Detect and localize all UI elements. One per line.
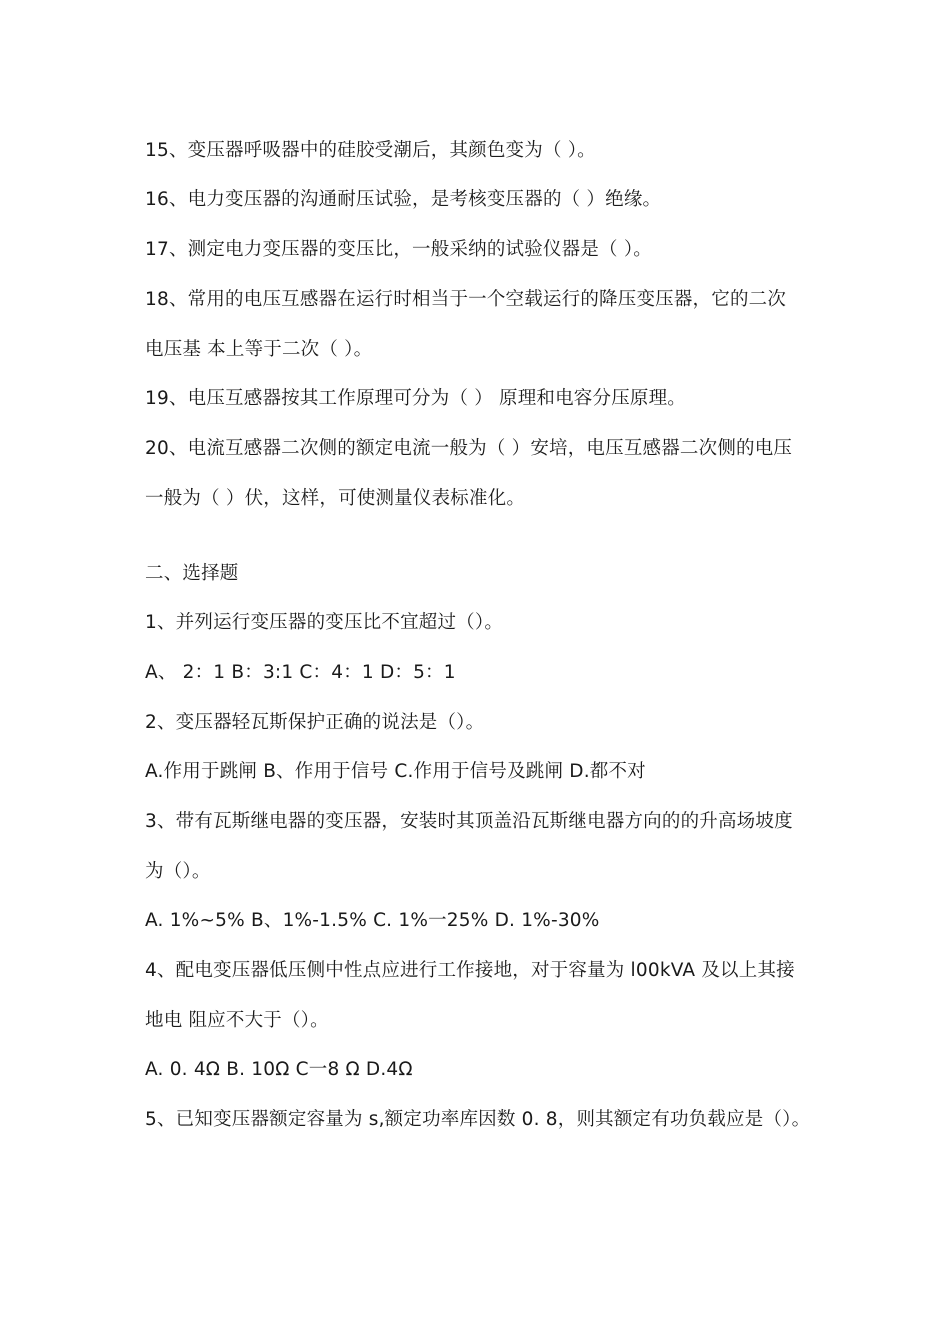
- choice-question-4-options: A. 0. 4Ω B. 10Ω C一8 Ω D.4Ω: [145, 1059, 413, 1080]
- question-18-line-1: 18、常用的电压互感器在运行时相当于一个空载运行的降压变压器，它的二次: [145, 289, 787, 310]
- choice-question-2: 2、变压器轻瓦斯保护正确的说法是（）。: [145, 712, 485, 733]
- section-heading: 二、选择题: [145, 563, 239, 584]
- choice-question-4-line-1: 4、配电变压器低压侧中性点应进行工作接地，对于容量为 l00kVA 及以上其接: [145, 960, 795, 981]
- question-19: 19、电压互感器按其工作原理可分为（ ） 原理和电容分压原理。: [145, 388, 687, 409]
- choice-question-4-line-2: 地电 阻应不大于（）。: [145, 1010, 329, 1031]
- question-16: 16、电力变压器的沟通耐压试验，是考核变压器的（ ）绝缘。: [145, 189, 662, 210]
- choice-question-3-line-2: 为（）。: [145, 861, 211, 882]
- choice-question-1-options: A、 2：1 B：3:1 C：4：1 D：5：1: [145, 662, 456, 683]
- choice-question-3-line-1: 3、带有瓦斯继电器的变压器，安装时其顶盖沿瓦斯继电器方向的的升高场坡度: [145, 811, 793, 832]
- choice-question-2-options: A.作用于跳闸 B、作用于信号 C.作用于信号及跳闸 D.都不对: [145, 761, 646, 782]
- question-20-line-1: 20、电流互感器二次侧的额定电流一般为（ ）安培，电压互感器二次侧的电压: [145, 438, 793, 459]
- choice-question-5: 5、已知变压器额定容量为 s,额定功率库因数 0. 8，则其额定有功负载应是（）。: [145, 1109, 811, 1130]
- question-15: 15、变压器呼吸器中的硅胶受潮后，其颜色变为（ ）。: [145, 140, 596, 161]
- question-18-line-2: 电压基 本上等于二次（ ）。: [145, 339, 373, 360]
- choice-question-1: 1、并列运行变压器的变压比不宜超过（）。: [145, 612, 504, 633]
- question-20-line-2: 一般为（ ）伏，这样，可使测量仪表标准化。: [145, 488, 526, 509]
- choice-question-3-options: A. 1%~5% B、1%-1.5% C. 1%一25% D. 1%-30%: [145, 910, 600, 931]
- question-17: 17、测定电力变压器的变压比，一般采纳的试验仪器是（ ）。: [145, 239, 652, 260]
